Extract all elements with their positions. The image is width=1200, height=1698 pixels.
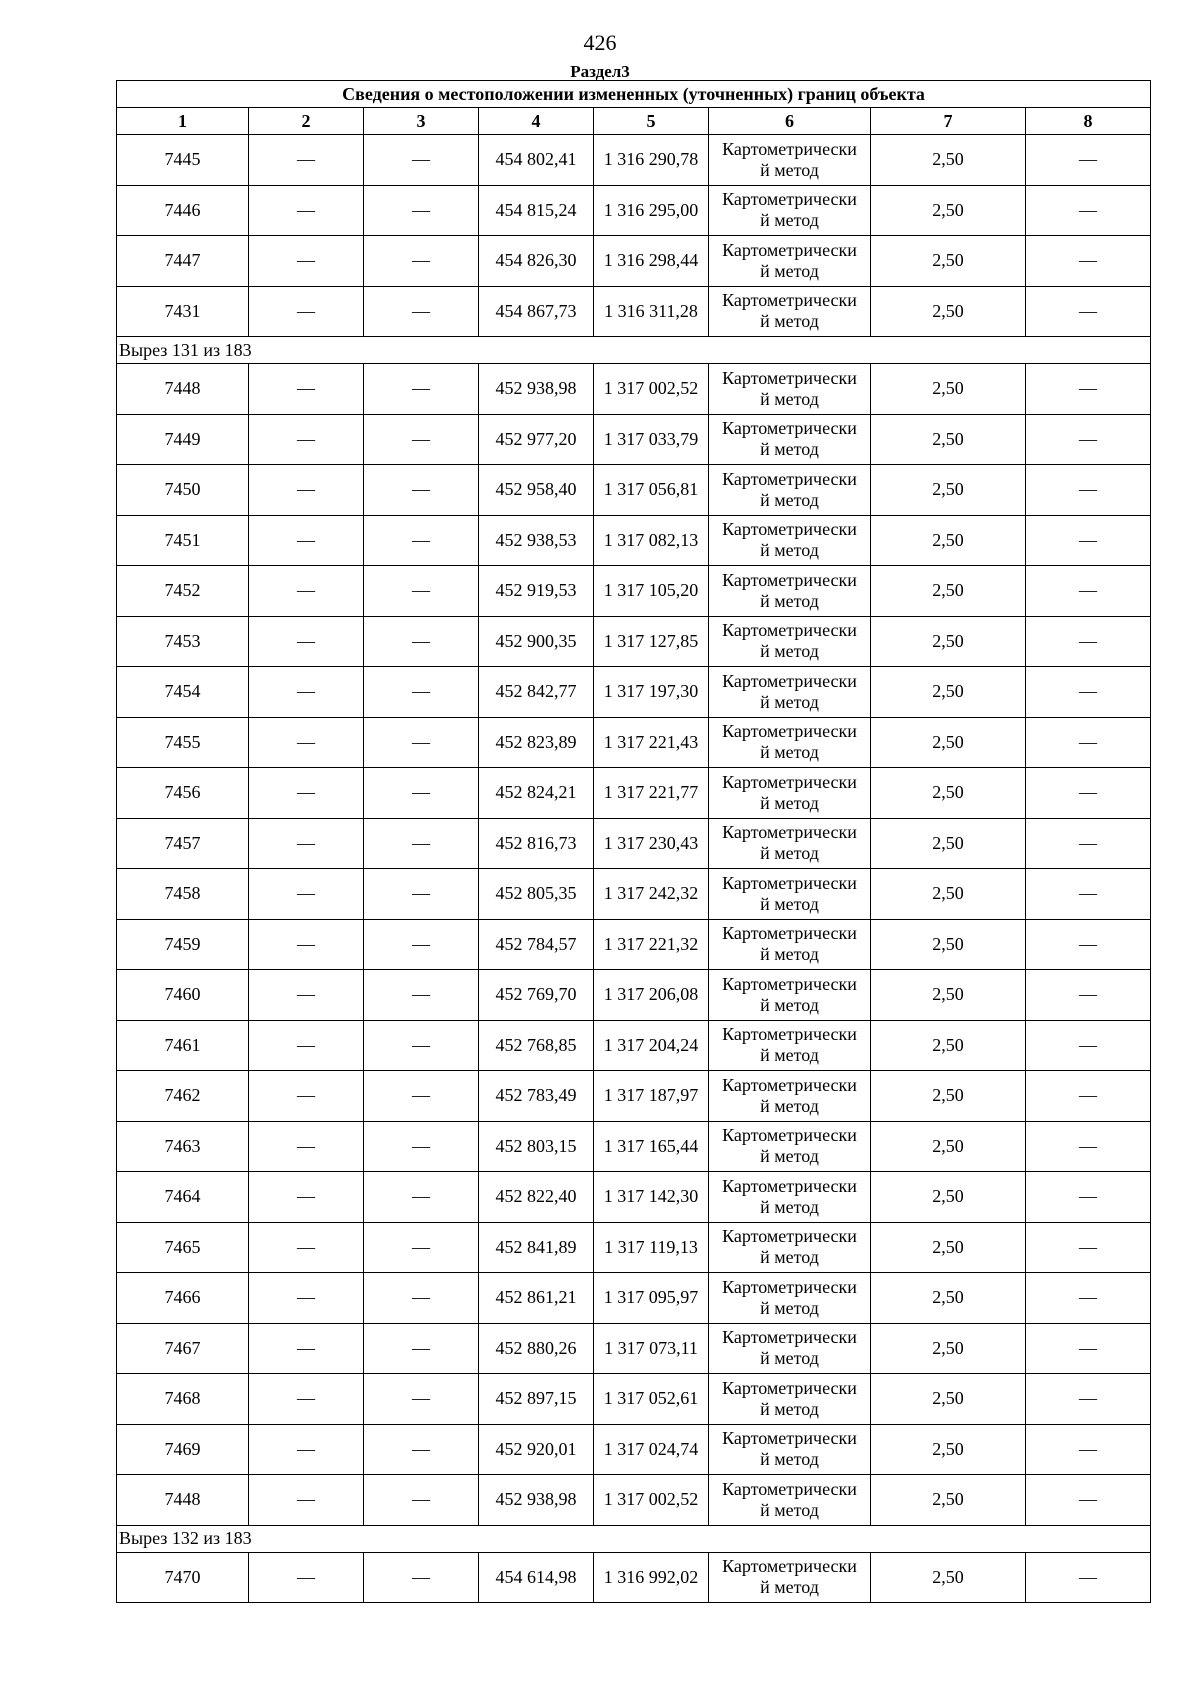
coord-x: 452 920,01	[479, 1424, 594, 1475]
method-text: Картометрически й метод	[722, 822, 857, 864]
cell-col8: —	[1026, 717, 1151, 768]
column-header-7: 7	[871, 108, 1026, 135]
method-text: Картометрически й метод	[722, 973, 857, 1015]
coord-x: 452 768,85	[479, 1020, 594, 1071]
method-text: Картометрически й метод	[722, 1226, 857, 1268]
method-cell	[709, 1172, 871, 1223]
method-text: Картометрически й метод	[722, 1377, 857, 1419]
method-cell	[709, 919, 871, 970]
coord-x: 452 823,89	[479, 717, 594, 768]
accuracy: 2,50	[871, 1552, 1026, 1603]
cell-col8: —	[1026, 465, 1151, 516]
cell-col2: —	[249, 869, 364, 920]
coord-y: 1 317 073,11	[594, 1323, 709, 1374]
accuracy: 2,50	[871, 364, 1026, 415]
cell-col8: —	[1026, 1071, 1151, 1122]
method-cell	[709, 1552, 871, 1603]
cell-col8: —	[1026, 616, 1151, 667]
coord-x: 452 880,26	[479, 1323, 594, 1374]
cell-col2: —	[249, 414, 364, 465]
accuracy: 2,50	[871, 1475, 1026, 1526]
accuracy: 2,50	[871, 566, 1026, 617]
method-text: Картометрически й метод	[722, 569, 857, 611]
table-row	[117, 236, 1151, 287]
coord-y: 1 317 165,44	[594, 1121, 709, 1172]
cell-col8: —	[1026, 1552, 1151, 1603]
cell-col3: —	[364, 667, 479, 718]
coord-y: 1 317 221,43	[594, 717, 709, 768]
cutout-label: Вырез 132 из 183	[117, 1525, 1151, 1552]
point-number: 7463	[117, 1121, 249, 1172]
table-row	[117, 1475, 1151, 1526]
coord-y: 1 316 290,78	[594, 135, 709, 186]
cell-col2: —	[249, 236, 364, 287]
table-row	[117, 768, 1151, 819]
cell-col2: —	[249, 1222, 364, 1273]
accuracy: 2,50	[871, 768, 1026, 819]
cell-col3: —	[364, 286, 479, 337]
column-header-8: 8	[1026, 108, 1151, 135]
method-text: Картометрически й метод	[722, 721, 857, 763]
table-row	[117, 465, 1151, 516]
table-row	[117, 1071, 1151, 1122]
table-row	[117, 414, 1151, 465]
coord-y: 1 317 002,52	[594, 1475, 709, 1526]
coord-x: 452 938,98	[479, 1475, 594, 1526]
table-title: Сведения о местоположении измененных (уточненных) границ объекта	[117, 81, 1151, 108]
point-number: 7465	[117, 1222, 249, 1273]
coord-x: 452 977,20	[479, 414, 594, 465]
cell-col8: —	[1026, 768, 1151, 819]
method-cell	[709, 768, 871, 819]
column-header-2: 2	[249, 108, 364, 135]
cell-col3: —	[364, 616, 479, 667]
cell-col3: —	[364, 970, 479, 1021]
method-text: Картометрически й метод	[722, 670, 857, 712]
cell-col3: —	[364, 919, 479, 970]
coord-y: 1 317 221,77	[594, 768, 709, 819]
cell-col8: —	[1026, 1121, 1151, 1172]
coord-x: 454 815,24	[479, 185, 594, 236]
coord-y: 1 317 024,74	[594, 1424, 709, 1475]
accuracy: 2,50	[871, 818, 1026, 869]
method-text: Картометрически й метод	[722, 923, 857, 965]
coord-x: 454 614,98	[479, 1552, 594, 1603]
coord-x: 452 803,15	[479, 1121, 594, 1172]
coord-x: 454 802,41	[479, 135, 594, 186]
cell-col2: —	[249, 970, 364, 1021]
accuracy: 2,50	[871, 970, 1026, 1021]
cell-col2: —	[249, 1374, 364, 1425]
coord-y: 1 317 056,81	[594, 465, 709, 516]
point-number: 7454	[117, 667, 249, 718]
table-row	[117, 919, 1151, 970]
column-header-4: 4	[479, 108, 594, 135]
cell-col2: —	[249, 919, 364, 970]
cell-col2: —	[249, 286, 364, 337]
accuracy: 2,50	[871, 667, 1026, 718]
coord-x: 452 784,57	[479, 919, 594, 970]
table-row	[117, 185, 1151, 236]
method-text: Картометрически й метод	[722, 1428, 857, 1470]
cell-col8: —	[1026, 970, 1151, 1021]
cell-col8: —	[1026, 1222, 1151, 1273]
cell-col2: —	[249, 364, 364, 415]
coord-x: 452 824,21	[479, 768, 594, 819]
cell-col3: —	[364, 1323, 479, 1374]
method-cell	[709, 135, 871, 186]
point-number: 7447	[117, 236, 249, 287]
method-cell	[709, 667, 871, 718]
point-number: 7468	[117, 1374, 249, 1425]
table-row	[117, 667, 1151, 718]
cell-col3: —	[364, 236, 479, 287]
accuracy: 2,50	[871, 1020, 1026, 1071]
coord-y: 1 317 002,52	[594, 364, 709, 415]
coord-y: 1 317 082,13	[594, 515, 709, 566]
accuracy: 2,50	[871, 1172, 1026, 1223]
coord-y: 1 317 142,30	[594, 1172, 709, 1223]
accuracy: 2,50	[871, 135, 1026, 186]
method-text: Картометрически й метод	[722, 519, 857, 561]
coord-x: 452 958,40	[479, 465, 594, 516]
coord-x: 452 842,77	[479, 667, 594, 718]
cell-col2: —	[249, 185, 364, 236]
table-row	[117, 1222, 1151, 1273]
cell-col8: —	[1026, 1424, 1151, 1475]
column-header-5: 5	[594, 108, 709, 135]
method-cell	[709, 1374, 871, 1425]
coord-y: 1 317 127,85	[594, 616, 709, 667]
cell-col3: —	[364, 1020, 479, 1071]
point-number: 7453	[117, 616, 249, 667]
method-text: Картометрически й метод	[722, 1478, 857, 1520]
coord-x: 452 841,89	[479, 1222, 594, 1273]
method-cell	[709, 185, 871, 236]
coord-x: 452 783,49	[479, 1071, 594, 1122]
cell-col8: —	[1026, 919, 1151, 970]
method-cell	[709, 616, 871, 667]
cell-col3: —	[364, 1222, 479, 1273]
cell-col2: —	[249, 667, 364, 718]
table-row	[117, 1121, 1151, 1172]
point-number: 7451	[117, 515, 249, 566]
coord-x: 452 805,35	[479, 869, 594, 920]
accuracy: 2,50	[871, 1071, 1026, 1122]
cell-col8: —	[1026, 869, 1151, 920]
coord-y: 1 317 197,30	[594, 667, 709, 718]
coord-x: 454 826,30	[479, 236, 594, 287]
table-row	[117, 1374, 1151, 1425]
coord-y: 1 316 298,44	[594, 236, 709, 287]
accuracy: 2,50	[871, 1323, 1026, 1374]
method-text: Картометрически й метод	[722, 1175, 857, 1217]
cell-col3: —	[364, 364, 479, 415]
accuracy: 2,50	[871, 515, 1026, 566]
cell-col8: —	[1026, 135, 1151, 186]
method-cell	[709, 286, 871, 337]
method-cell	[709, 970, 871, 1021]
method-cell	[709, 1475, 871, 1526]
accuracy: 2,50	[871, 414, 1026, 465]
method-text: Картометрически й метод	[722, 290, 857, 332]
accuracy: 2,50	[871, 1222, 1026, 1273]
point-number: 7446	[117, 185, 249, 236]
method-cell	[709, 515, 871, 566]
cell-col3: —	[364, 515, 479, 566]
table-row	[117, 869, 1151, 920]
cell-col2: —	[249, 1020, 364, 1071]
point-number: 7448	[117, 1475, 249, 1526]
point-number: 7460	[117, 970, 249, 1021]
cell-col8: —	[1026, 1475, 1151, 1526]
cell-col3: —	[364, 768, 479, 819]
coord-x: 452 897,15	[479, 1374, 594, 1425]
section-title: Раздел3	[570, 62, 630, 81]
cell-col2: —	[249, 818, 364, 869]
cell-col3: —	[364, 1424, 479, 1475]
method-text: Картометрически й метод	[722, 367, 857, 409]
cell-col2: —	[249, 1323, 364, 1374]
point-number: 7461	[117, 1020, 249, 1071]
point-number: 7462	[117, 1071, 249, 1122]
coord-y: 1 316 295,00	[594, 185, 709, 236]
table-row	[117, 364, 1151, 415]
coord-x: 452 769,70	[479, 970, 594, 1021]
method-cell	[709, 414, 871, 465]
cell-col8: —	[1026, 1172, 1151, 1223]
cell-col3: —	[364, 185, 479, 236]
cutout-label: Вырез 131 из 183	[117, 337, 1151, 364]
point-number: 7445	[117, 135, 249, 186]
coord-x: 452 900,35	[479, 616, 594, 667]
method-text: Картометрически й метод	[722, 418, 857, 460]
cell-col3: —	[364, 717, 479, 768]
cell-col3: —	[364, 566, 479, 617]
accuracy: 2,50	[871, 1374, 1026, 1425]
method-text: Картометрически й метод	[722, 468, 857, 510]
method-cell	[709, 1020, 871, 1071]
page-number: 426	[583, 30, 617, 55]
cell-col3: —	[364, 818, 479, 869]
cell-col8: —	[1026, 364, 1151, 415]
method-cell	[709, 236, 871, 287]
cell-col8: —	[1026, 667, 1151, 718]
point-number: 7450	[117, 465, 249, 516]
method-cell	[709, 818, 871, 869]
method-cell	[709, 1222, 871, 1273]
coord-y: 1 317 105,20	[594, 566, 709, 617]
accuracy: 2,50	[871, 185, 1026, 236]
point-number: 7449	[117, 414, 249, 465]
cell-col8: —	[1026, 286, 1151, 337]
cell-col8: —	[1026, 818, 1151, 869]
accuracy: 2,50	[871, 919, 1026, 970]
point-number: 7466	[117, 1273, 249, 1324]
cell-col2: —	[249, 1273, 364, 1324]
cell-col3: —	[364, 1071, 479, 1122]
point-number: 7457	[117, 818, 249, 869]
cell-col2: —	[249, 1552, 364, 1603]
coord-x: 454 867,73	[479, 286, 594, 337]
cell-col8: —	[1026, 414, 1151, 465]
coord-y: 1 317 052,61	[594, 1374, 709, 1425]
method-text: Картометрически й метод	[722, 1024, 857, 1066]
accuracy: 2,50	[871, 616, 1026, 667]
coordinates-table	[116, 80, 1151, 1603]
accuracy: 2,50	[871, 465, 1026, 516]
point-number: 7455	[117, 717, 249, 768]
method-cell	[709, 1323, 871, 1374]
method-cell	[709, 364, 871, 415]
cell-col8: —	[1026, 1020, 1151, 1071]
coord-x: 452 861,21	[479, 1273, 594, 1324]
point-number: 7452	[117, 566, 249, 617]
cell-col2: —	[249, 465, 364, 516]
column-header-1: 1	[117, 108, 249, 135]
cell-col2: —	[249, 566, 364, 617]
table-row	[117, 1323, 1151, 1374]
table-row	[117, 566, 1151, 617]
cell-col8: —	[1026, 1374, 1151, 1425]
point-number: 7470	[117, 1552, 249, 1603]
coord-y: 1 317 242,32	[594, 869, 709, 920]
point-number: 7448	[117, 364, 249, 415]
cell-col2: —	[249, 717, 364, 768]
table-row	[117, 135, 1151, 186]
method-text: Картометрически й метод	[722, 189, 857, 231]
accuracy: 2,50	[871, 286, 1026, 337]
point-number: 7464	[117, 1172, 249, 1223]
cell-col8: —	[1026, 236, 1151, 287]
cell-col3: —	[364, 135, 479, 186]
cell-col2: —	[249, 1121, 364, 1172]
cell-col2: —	[249, 616, 364, 667]
table-row	[117, 818, 1151, 869]
cell-col2: —	[249, 1071, 364, 1122]
cell-col3: —	[364, 1121, 479, 1172]
column-header-3: 3	[364, 108, 479, 135]
coord-x: 452 816,73	[479, 818, 594, 869]
method-text: Картометрически й метод	[722, 1327, 857, 1369]
table-row	[117, 1020, 1151, 1071]
method-cell	[709, 1071, 871, 1122]
cell-col8: —	[1026, 1273, 1151, 1324]
method-cell	[709, 465, 871, 516]
accuracy: 2,50	[871, 717, 1026, 768]
table-row	[117, 1172, 1151, 1223]
coord-y: 1 316 992,02	[594, 1552, 709, 1603]
cell-col3: —	[364, 1273, 479, 1324]
coord-y: 1 317 206,08	[594, 970, 709, 1021]
accuracy: 2,50	[871, 236, 1026, 287]
table-row	[117, 1552, 1151, 1603]
coord-x: 452 938,53	[479, 515, 594, 566]
cell-col3: —	[364, 465, 479, 516]
table-row	[117, 1424, 1151, 1475]
cell-col3: —	[364, 1552, 479, 1603]
method-cell	[709, 1121, 871, 1172]
cell-col3: —	[364, 1172, 479, 1223]
cell-col2: —	[249, 515, 364, 566]
method-cell	[709, 566, 871, 617]
cutout-row	[117, 337, 1151, 364]
cell-col8: —	[1026, 185, 1151, 236]
cell-col3: —	[364, 869, 479, 920]
coord-y: 1 317 230,43	[594, 818, 709, 869]
table-row	[117, 515, 1151, 566]
point-number: 7469	[117, 1424, 249, 1475]
cell-col2: —	[249, 135, 364, 186]
method-text: Картометрически й метод	[722, 1074, 857, 1116]
coord-y: 1 317 187,97	[594, 1071, 709, 1122]
accuracy: 2,50	[871, 869, 1026, 920]
cell-col8: —	[1026, 1323, 1151, 1374]
coord-x: 452 822,40	[479, 1172, 594, 1223]
coord-y: 1 317 033,79	[594, 414, 709, 465]
method-cell	[709, 869, 871, 920]
method-text: Картометрически й метод	[722, 1556, 857, 1598]
cell-col3: —	[364, 1475, 479, 1526]
coord-y: 1 317 221,32	[594, 919, 709, 970]
method-cell	[709, 717, 871, 768]
coord-y: 1 316 311,28	[594, 286, 709, 337]
method-text: Картометрически й метод	[722, 1276, 857, 1318]
method-text: Картометрически й метод	[722, 771, 857, 813]
accuracy: 2,50	[871, 1424, 1026, 1475]
cell-col2: —	[249, 1424, 364, 1475]
method-cell	[709, 1273, 871, 1324]
method-text: Картометрически й метод	[722, 620, 857, 662]
cell-col8: —	[1026, 515, 1151, 566]
cell-col3: —	[364, 1374, 479, 1425]
method-text: Картометрически й метод	[722, 872, 857, 914]
cell-col3: —	[364, 414, 479, 465]
cutout-row	[117, 1525, 1151, 1552]
table-row	[117, 1273, 1151, 1324]
point-number: 7467	[117, 1323, 249, 1374]
table-row	[117, 970, 1151, 1021]
table-row	[117, 616, 1151, 667]
table-row	[117, 717, 1151, 768]
method-text: Картометрически й метод	[722, 239, 857, 281]
method-cell	[709, 1424, 871, 1475]
column-header-6: 6	[709, 108, 871, 135]
cell-col2: —	[249, 1475, 364, 1526]
method-text: Картометрически й метод	[722, 1125, 857, 1167]
point-number: 7459	[117, 919, 249, 970]
coord-y: 1 317 095,97	[594, 1273, 709, 1324]
cell-col2: —	[249, 768, 364, 819]
table-row	[117, 286, 1151, 337]
coord-x: 452 919,53	[479, 566, 594, 617]
cell-col8: —	[1026, 566, 1151, 617]
coord-y: 1 317 204,24	[594, 1020, 709, 1071]
point-number: 7456	[117, 768, 249, 819]
cell-col2: —	[249, 1172, 364, 1223]
coord-x: 452 938,98	[479, 364, 594, 415]
point-number: 7458	[117, 869, 249, 920]
accuracy: 2,50	[871, 1273, 1026, 1324]
coord-y: 1 317 119,13	[594, 1222, 709, 1273]
point-number: 7431	[117, 286, 249, 337]
accuracy: 2,50	[871, 1121, 1026, 1172]
method-text: Картометрически й метод	[722, 138, 857, 180]
